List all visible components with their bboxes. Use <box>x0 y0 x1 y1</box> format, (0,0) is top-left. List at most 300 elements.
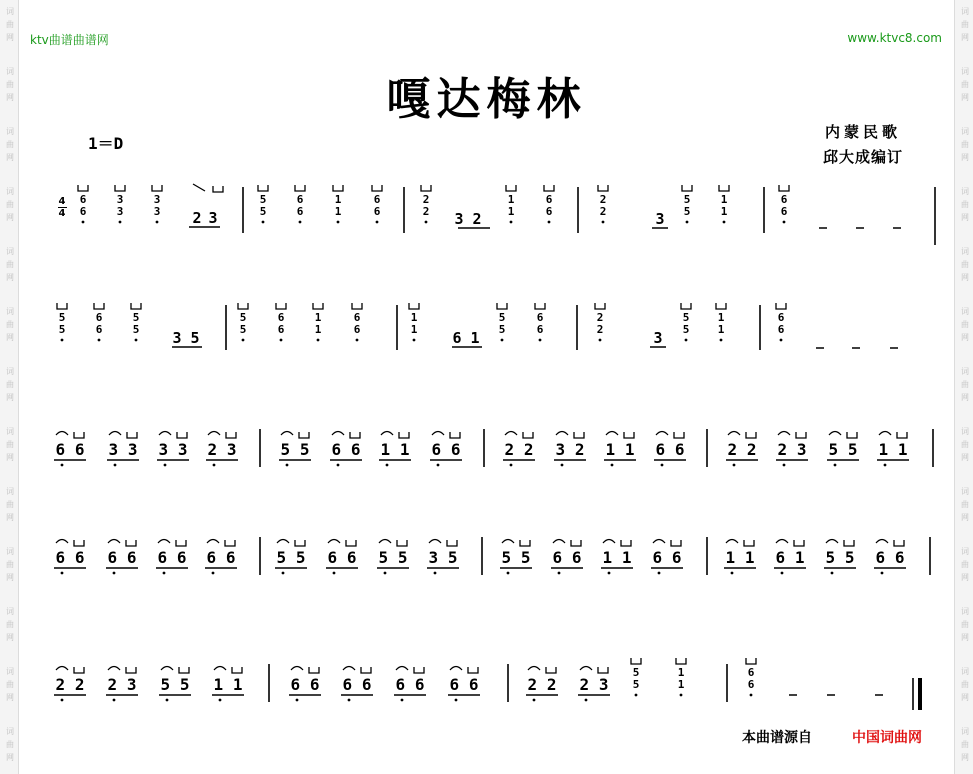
watermark-glyph: 词 <box>6 667 14 676</box>
watermark-glyph: 曲 <box>6 740 14 749</box>
octave-dot <box>507 572 510 575</box>
watermark-glyph: 网 <box>961 153 969 162</box>
watermark-glyph: 词 <box>961 727 969 736</box>
watermark-glyph: 网 <box>961 633 969 642</box>
bow-mark <box>159 432 171 436</box>
bow-mark <box>682 185 692 191</box>
watermark-glyph: 词 <box>6 7 14 16</box>
octave-dot <box>510 221 513 224</box>
watermark-glyph: 曲 <box>6 200 14 209</box>
octave-dot <box>501 339 504 342</box>
bow-mark <box>299 432 309 438</box>
chord-note: 2 <box>596 323 604 336</box>
chord-note: 1 <box>717 311 725 324</box>
watermark-glyph: 网 <box>6 93 14 102</box>
octave-dot <box>783 221 786 224</box>
note-pair: 1 1 <box>213 675 243 694</box>
octave-dot <box>733 464 736 467</box>
octave-dot <box>611 464 614 467</box>
note-pair: 6 6 <box>552 548 582 567</box>
note-pair: 6 6 <box>655 440 685 459</box>
chord-note: 3 <box>116 193 124 206</box>
watermark-glyph: 曲 <box>961 680 969 689</box>
watermark-glyph: 词 <box>961 307 969 316</box>
octave-dot <box>164 464 167 467</box>
watermark-glyph: 词 <box>6 67 14 76</box>
chord-note: 5 <box>683 193 691 206</box>
watermark-glyph: 词 <box>961 187 969 196</box>
octave-dot <box>348 699 351 702</box>
octave-dot <box>510 464 513 467</box>
bow-mark <box>74 540 84 546</box>
octave-dot <box>156 221 159 224</box>
chord-note: 5 <box>683 205 691 218</box>
watermark-glyph: 曲 <box>961 140 969 149</box>
octave-dot <box>561 464 564 467</box>
bow-mark <box>598 185 608 191</box>
chord-note: 6 <box>353 311 361 324</box>
octave-dot <box>317 339 320 342</box>
watermark-glyph: 网 <box>961 213 969 222</box>
watermark-glyph: 网 <box>961 393 969 402</box>
watermark-glyph: 曲 <box>961 740 969 749</box>
watermark-glyph: 词 <box>6 607 14 616</box>
note: 3 <box>655 210 665 228</box>
watermark-glyph: 词 <box>6 367 14 376</box>
chord-note: 6 <box>747 666 755 679</box>
bow-mark <box>176 540 186 546</box>
watermark-glyph: 网 <box>6 693 14 702</box>
chord-note: 3 <box>116 205 124 218</box>
site-name-left[interactable]: ktv曲谱曲谱网 <box>30 33 109 47</box>
note-pair: 2 3 <box>777 440 807 459</box>
bow-mark <box>127 432 137 438</box>
bow-mark <box>574 432 584 438</box>
bow-mark <box>776 303 786 309</box>
chord-note: 6 <box>373 193 381 206</box>
note-pair: 5 5 <box>378 548 408 567</box>
watermark-glyph: 曲 <box>6 680 14 689</box>
octave-dot <box>548 221 551 224</box>
bow-mark <box>179 667 189 673</box>
chord-note: 6 <box>545 193 553 206</box>
note-pair: 6 6 <box>331 440 361 459</box>
bow-mark <box>56 667 68 671</box>
bow-mark <box>115 185 125 191</box>
watermark-glyph: 曲 <box>961 440 969 449</box>
bow-mark <box>546 667 556 673</box>
bow-mark <box>399 432 409 438</box>
bow-mark <box>177 432 187 438</box>
bow-mark <box>595 303 605 309</box>
watermark-glyph: 词 <box>961 367 969 376</box>
source-label: 本曲谱源自 <box>742 730 812 746</box>
bow-mark <box>56 540 68 544</box>
chord-note: 3 <box>153 193 161 206</box>
chord-note: 1 <box>314 311 322 324</box>
bow-mark <box>379 540 391 544</box>
bow-mark <box>528 667 540 671</box>
chord-note: 1 <box>717 323 725 336</box>
octave-dot <box>163 572 166 575</box>
watermark-glyph: 曲 <box>961 380 969 389</box>
chord-note: 1 <box>720 193 728 206</box>
octave-dot <box>881 572 884 575</box>
bow-mark <box>778 432 790 436</box>
octave-dot <box>685 339 688 342</box>
bow-mark <box>746 658 756 664</box>
watermark-glyph: 词 <box>6 547 14 556</box>
bow-mark <box>580 667 592 671</box>
watermark-glyph: 曲 <box>6 500 14 509</box>
watermark-glyph: 网 <box>961 693 969 702</box>
octave-dot <box>731 572 734 575</box>
octave-dot <box>166 699 169 702</box>
bow-mark <box>258 185 268 191</box>
note-pair: 6 6 <box>449 675 479 694</box>
chord-note: 6 <box>747 678 755 691</box>
bow-mark <box>332 432 344 436</box>
bow-mark <box>226 432 236 438</box>
note-pair: 5 5 <box>828 440 858 459</box>
octave-dot <box>831 572 834 575</box>
bow-mark <box>681 303 691 309</box>
watermark-glyph: 曲 <box>6 260 14 269</box>
watermark-glyph: 网 <box>6 393 14 402</box>
bow-mark <box>447 540 457 546</box>
octave-dot <box>723 221 726 224</box>
bow-mark <box>506 185 516 191</box>
bow-mark <box>674 432 684 438</box>
note-pair: 2 3 <box>579 675 609 694</box>
octave-dot <box>286 464 289 467</box>
watermark-glyph: 曲 <box>961 560 969 569</box>
note-pair: 5 5 <box>501 548 531 567</box>
chord-note: 1 <box>677 678 685 691</box>
bow-mark <box>108 540 120 544</box>
key-signature: 1＝D <box>88 134 124 153</box>
octave-dot <box>61 464 64 467</box>
watermark-glyph: 曲 <box>6 320 14 329</box>
octave-dot <box>61 572 64 575</box>
chord-note: 2 <box>422 193 430 206</box>
octave-dot <box>834 464 837 467</box>
bow-mark <box>897 432 907 438</box>
chord-note: 3 <box>153 205 161 218</box>
bow-mark <box>232 667 242 673</box>
watermark-glyph: 网 <box>6 513 14 522</box>
bow-mark <box>556 432 568 436</box>
chord-note: 5 <box>259 205 267 218</box>
octave-dot <box>337 221 340 224</box>
bow-mark <box>746 432 756 438</box>
octave-dot <box>658 572 661 575</box>
octave-dot <box>135 339 138 342</box>
song-title: 嘎达梅林 <box>386 74 587 125</box>
chord-note: 1 <box>677 666 685 679</box>
note-pair: 6 6 <box>206 548 236 567</box>
octave-dot <box>82 221 85 224</box>
octave-dot <box>783 464 786 467</box>
chord-note: 1 <box>334 193 342 206</box>
octave-dot <box>98 339 101 342</box>
bow-mark <box>94 303 104 309</box>
bow-mark <box>74 432 84 438</box>
octave-dot <box>434 572 437 575</box>
octave-dot <box>61 699 64 702</box>
note-pair: 5 5 <box>276 548 306 567</box>
watermark-glyph: 词 <box>961 67 969 76</box>
chord-note: 1 <box>507 205 515 218</box>
bow-mark <box>158 540 170 544</box>
bow-mark <box>78 185 88 191</box>
octave-dot <box>425 221 428 224</box>
octave-dot <box>282 572 285 575</box>
octave-dot <box>884 464 887 467</box>
octave-dot <box>539 339 542 342</box>
chord-note: 6 <box>79 205 87 218</box>
bow-mark <box>207 540 219 544</box>
chord-note: 5 <box>498 311 506 324</box>
note-pair: 5 5 <box>160 675 190 694</box>
song-origin: 内蒙民歌 <box>825 123 902 141</box>
note-pair: 1 1 <box>605 440 635 459</box>
bow-mark <box>505 432 517 436</box>
octave-dot <box>242 339 245 342</box>
bow-mark <box>281 432 293 436</box>
bow-mark <box>876 540 888 544</box>
watermark-glyph: 网 <box>961 753 969 762</box>
bow-mark <box>295 540 305 546</box>
watermark-glyph: 网 <box>961 573 969 582</box>
chord-note: 6 <box>95 311 103 324</box>
chord-note: 6 <box>777 311 785 324</box>
time-signature-top: 4 <box>58 196 66 207</box>
note: 3 <box>208 209 218 227</box>
octave-dot <box>296 699 299 702</box>
watermark-glyph: 曲 <box>961 500 969 509</box>
bow-mark <box>794 540 804 546</box>
octave-dot <box>413 339 416 342</box>
note-pair: 1 1 <box>602 548 632 567</box>
chord-note: 5 <box>259 193 267 206</box>
bow-mark <box>309 667 319 673</box>
watermark-glyph: 曲 <box>961 620 969 629</box>
octave-dot <box>750 694 753 697</box>
bow-mark <box>744 540 754 546</box>
note-pair: 6 6 <box>342 675 372 694</box>
bow-mark <box>844 540 854 546</box>
note-pair: 2 3 <box>107 675 137 694</box>
chord-note: 2 <box>599 193 607 206</box>
chord-note: 6 <box>536 311 544 324</box>
bow-mark <box>571 540 581 546</box>
bow-mark <box>544 185 554 191</box>
octave-dot <box>661 464 664 467</box>
chord-note: 1 <box>334 205 342 218</box>
octave-dot <box>333 572 336 575</box>
watermark-glyph: 曲 <box>6 20 14 29</box>
bow-mark <box>328 540 340 544</box>
chord-note: 6 <box>277 323 285 336</box>
bow-mark <box>653 540 665 544</box>
bow-mark <box>553 540 565 544</box>
watermark-glyph: 词 <box>961 247 969 256</box>
watermark-glyph: 曲 <box>6 440 14 449</box>
watermark-glyph: 词 <box>961 667 969 676</box>
octave-dot <box>401 699 404 702</box>
watermark-glyph: 网 <box>961 453 969 462</box>
octave-dot <box>780 339 783 342</box>
chord-note: 1 <box>410 311 418 324</box>
watermark-glyph: 曲 <box>961 80 969 89</box>
note-pair: 2 2 <box>504 440 534 459</box>
bow-mark <box>409 303 419 309</box>
watermark-glyph: 词 <box>6 247 14 256</box>
bow-mark <box>225 540 235 546</box>
chord-note: 6 <box>545 205 553 218</box>
watermark-glyph: 网 <box>6 273 14 282</box>
bow-mark <box>161 667 173 671</box>
bow-mark <box>277 540 289 544</box>
chord-note: 1 <box>507 193 515 206</box>
octave-dot <box>119 221 122 224</box>
octave-dot <box>219 699 222 702</box>
note-pair: 1 1 <box>380 440 410 459</box>
bow-mark <box>829 432 841 436</box>
chord-note: 6 <box>353 323 361 336</box>
octave-dot <box>455 699 458 702</box>
note-pair: 5 5 <box>280 440 310 459</box>
octave-dot <box>356 339 359 342</box>
note: 2 <box>192 209 202 227</box>
chord-note: 5 <box>632 666 640 679</box>
note-pair: 6 6 <box>327 548 357 567</box>
chord-note: 5 <box>58 311 66 324</box>
chord-note: 6 <box>296 205 304 218</box>
chord-note: 5 <box>682 311 690 324</box>
note-pair: 2 2 <box>527 675 557 694</box>
bow-mark <box>450 667 462 671</box>
watermark-glyph: 词 <box>961 127 969 136</box>
note-pair: 6 6 <box>431 440 461 459</box>
note-pair: 3 2 <box>555 440 585 459</box>
bow-mark <box>213 186 223 192</box>
watermark-glyph: 网 <box>961 33 969 42</box>
chord-note: 5 <box>632 678 640 691</box>
note-pair: 3 3 <box>108 440 138 459</box>
octave-dot <box>262 221 265 224</box>
bow-mark <box>796 432 806 438</box>
note: 3 <box>653 329 663 347</box>
bow-mark <box>671 540 681 546</box>
site-url-right[interactable]: www.ktvc8.com <box>847 31 942 45</box>
octave-dot <box>533 699 536 702</box>
watermark-glyph: 网 <box>961 93 969 102</box>
bow-mark <box>776 540 788 544</box>
note-pair: 2 2 <box>727 440 757 459</box>
watermark-glyph: 曲 <box>961 20 969 29</box>
chord-note: 6 <box>777 323 785 336</box>
watermark-glyph: 曲 <box>6 380 14 389</box>
bow-mark <box>109 432 121 436</box>
octave-dot <box>558 572 561 575</box>
bow-mark <box>126 667 136 673</box>
note-pair: 3 5 <box>428 548 458 567</box>
bow-mark <box>894 540 904 546</box>
watermark-glyph: 词 <box>961 7 969 16</box>
watermark-glyph: 词 <box>961 547 969 556</box>
watermark-glyph: 网 <box>6 333 14 342</box>
bow-mark <box>361 667 371 673</box>
bow-mark <box>238 303 248 309</box>
source-site[interactable]: 中国词曲网 <box>852 730 922 746</box>
note-pair: 6 6 <box>55 440 85 459</box>
octave-dot <box>686 221 689 224</box>
octave-dot <box>437 464 440 467</box>
watermark-glyph: 曲 <box>961 320 969 329</box>
chord-note: 5 <box>682 323 690 336</box>
bow-mark <box>497 303 507 309</box>
octave-dot <box>280 339 283 342</box>
note-pair: 6 6 <box>395 675 425 694</box>
bow-mark <box>56 432 68 436</box>
bow-mark <box>396 667 408 671</box>
bow-mark <box>152 185 162 191</box>
bow-mark <box>397 540 407 546</box>
bow-mark <box>57 303 67 309</box>
bow-mark <box>726 540 738 544</box>
watermark-glyph: 网 <box>6 453 14 462</box>
bow-mark <box>468 667 478 673</box>
chord-note: 1 <box>314 323 322 336</box>
bow-mark <box>502 540 514 544</box>
bow-mark <box>606 432 618 436</box>
bow-mark <box>414 667 424 673</box>
octave-dot <box>337 464 340 467</box>
chord-note: 6 <box>373 205 381 218</box>
watermark-glyph: 词 <box>6 307 14 316</box>
bow-mark <box>779 185 789 191</box>
watermark-glyph: 网 <box>961 333 969 342</box>
watermark-glyph: 词 <box>6 427 14 436</box>
chord-note: 6 <box>79 193 87 206</box>
octave-dot <box>61 339 64 342</box>
bow-mark <box>343 667 355 671</box>
octave-dot <box>680 694 683 697</box>
bow-mark <box>208 432 220 436</box>
watermark-glyph: 网 <box>961 513 969 522</box>
chord-note: 5 <box>132 323 140 336</box>
octave-dot <box>585 699 588 702</box>
bow-mark <box>716 303 726 309</box>
bow-mark <box>450 432 460 438</box>
bow-mark <box>429 540 441 544</box>
note-pair: 6 6 <box>875 548 905 567</box>
watermark-glyph: 网 <box>961 273 969 282</box>
watermark-glyph: 网 <box>6 213 14 222</box>
octave-dot <box>114 464 117 467</box>
chord-note: 1 <box>410 323 418 336</box>
note-pair: 6 6 <box>157 548 187 567</box>
note-pair: 5 5 <box>825 548 855 567</box>
slide-mark <box>193 184 205 191</box>
octave-dot <box>608 572 611 575</box>
bow-mark <box>74 667 84 673</box>
bow-mark <box>214 667 226 671</box>
bow-mark <box>131 303 141 309</box>
chord-note: 6 <box>296 193 304 206</box>
